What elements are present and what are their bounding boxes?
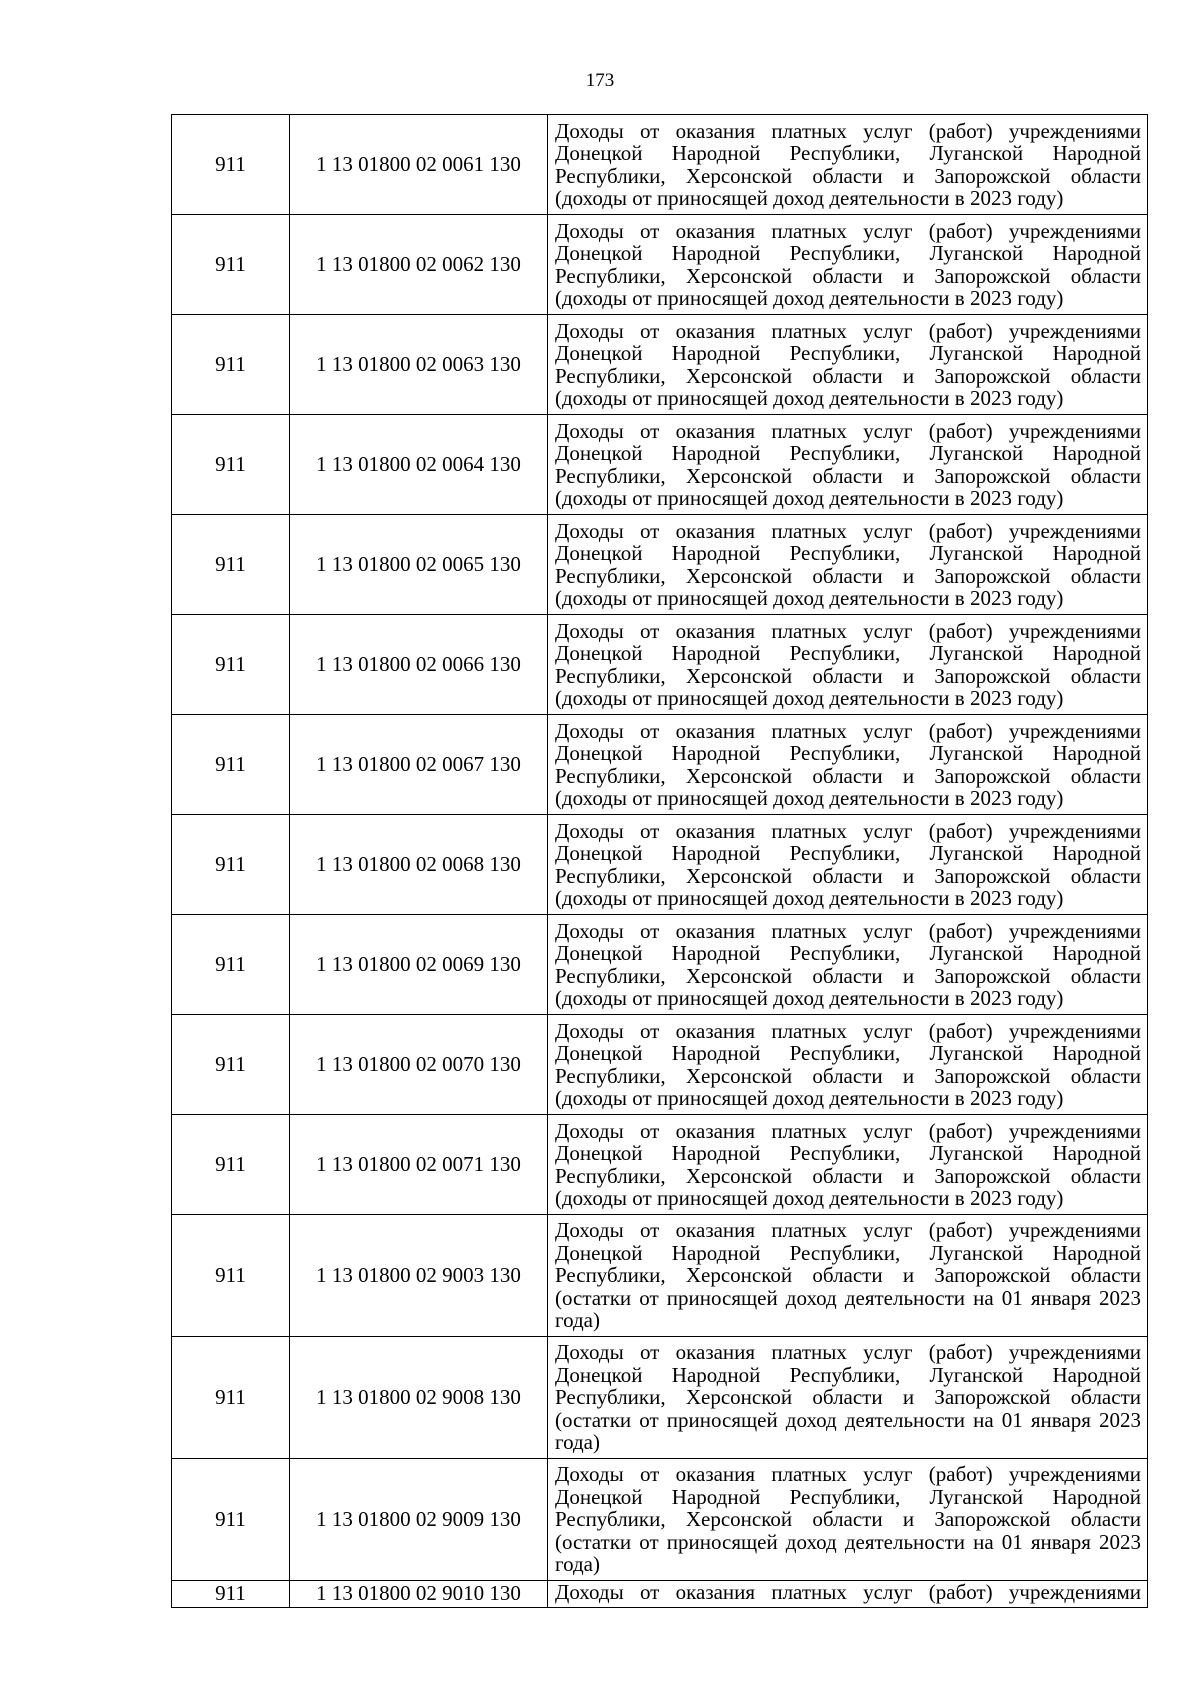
- revenue-code-cell: 1 13 01800 02 0066 130: [290, 615, 548, 715]
- table-row: [172, 915, 1148, 1015]
- table-row: [172, 315, 1148, 415]
- revenue-description-cell: Доходы от оказания платных услуг (работ) учреждениями Донецкой Народной Республики, Луганской Народной Республики, Херсонской области и Запорожской области (доходы от приносящей доход деятельности в 2023 году): [548, 215, 1148, 315]
- revenue-code-cell: 1 13 01800 02 0062 130: [290, 215, 548, 315]
- revenue-description-cell: Доходы от оказания платных услуг (работ) учреждениями Донецкой Народной Республики, Луганской Народной Республики, Херсонской области и Запорожской области (доходы от приносящей доход деятельности в 2023 году): [548, 915, 1148, 1015]
- table-row: [172, 615, 1148, 715]
- admin-code-cell: 911: [172, 1581, 290, 1608]
- admin-code-cell: 911: [172, 715, 290, 815]
- revenue-code-cell: 1 13 01800 02 0069 130: [290, 915, 548, 1015]
- admin-code-cell: 911: [172, 1337, 290, 1459]
- table-row: [172, 1337, 1148, 1459]
- table-row: [172, 215, 1148, 315]
- table-row: [172, 815, 1148, 915]
- revenue-description-cell: Доходы от оказания платных услуг (работ) учреждениями Донецкой Народной Республики, Луганской Народной Республики, Херсонской области и Запорожской области (доходы от приносящей доход деятельности в 2023 году): [548, 515, 1148, 615]
- table-row: [172, 1459, 1148, 1581]
- admin-code-cell: 911: [172, 1015, 290, 1115]
- revenue-description-cell: Доходы от оказания платных услуг (работ) учреждениями: [548, 1581, 1148, 1608]
- revenue-code-cell: 1 13 01800 02 0071 130: [290, 1115, 548, 1215]
- table-row: [172, 1115, 1148, 1215]
- revenue-description-cell: Доходы от оказания платных услуг (работ) учреждениями Донецкой Народной Республики, Луганской Народной Республики, Херсонской области и Запорожской области (доходы от приносящей доход деятельности в 2023 году): [548, 1115, 1148, 1215]
- revenue-description-cell: Доходы от оказания платных услуг (работ) учреждениями Донецкой Народной Республики, Луганской Народной Республики, Херсонской области и Запорожской области (доходы от приносящей доход деятельности в 2023 году): [548, 1015, 1148, 1115]
- revenue-code-cell: 1 13 01800 02 0063 130: [290, 315, 548, 415]
- table-row: [172, 1015, 1148, 1115]
- revenue-code-cell: 1 13 01800 02 9008 130: [290, 1337, 548, 1459]
- table-row: [172, 515, 1148, 615]
- admin-code-cell: 911: [172, 815, 290, 915]
- admin-code-cell: 911: [172, 215, 290, 315]
- revenue-code-cell: 1 13 01800 02 9009 130: [290, 1459, 548, 1581]
- revenue-code-cell: 1 13 01800 02 0070 130: [290, 1015, 548, 1115]
- revenue-code-cell: 1 13 01800 02 9010 130: [290, 1581, 548, 1608]
- revenue-description-cell: Доходы от оказания платных услуг (работ) учреждениями Донецкой Народной Республики, Луганской Народной Республики, Херсонской области и Запорожской области (остатки от приносящей доход деятельности на 01 января 2023 года): [548, 1215, 1148, 1337]
- revenue-description-cell: Доходы от оказания платных услуг (работ) учреждениями Донецкой Народной Республики, Луганской Народной Республики, Херсонской области и Запорожской области (доходы от приносящей доход деятельности в 2023 году): [548, 415, 1148, 515]
- revenue-code-cell: 1 13 01800 02 9003 130: [290, 1215, 548, 1337]
- admin-code-cell: 911: [172, 115, 290, 215]
- table-row: [172, 415, 1148, 515]
- revenue-description-cell: Доходы от оказания платных услуг (работ) учреждениями Донецкой Народной Республики, Луганской Народной Республики, Херсонской области и Запорожской области (доходы от приносящей доход деятельности в 2023 году): [548, 115, 1148, 215]
- admin-code-cell: 911: [172, 315, 290, 415]
- revenue-code-cell: 1 13 01800 02 0065 130: [290, 515, 548, 615]
- revenue-description-cell: Доходы от оказания платных услуг (работ) учреждениями Донецкой Народной Республики, Луганской Народной Республики, Херсонской области и Запорожской области (остатки от приносящей доход деятельности на 01 января 2023 года): [548, 1459, 1148, 1581]
- admin-code-cell: 911: [172, 415, 290, 515]
- table-row: [172, 1215, 1148, 1337]
- table-row: [172, 715, 1148, 815]
- revenue-code-cell: 1 13 01800 02 0061 130: [290, 115, 548, 215]
- revenue-description-cell: Доходы от оказания платных услуг (работ) учреждениями Донецкой Народной Республики, Луганской Народной Республики, Херсонской области и Запорожской области (доходы от приносящей доход деятельности в 2023 году): [548, 615, 1148, 715]
- revenue-description-cell: Доходы от оказания платных услуг (работ) учреждениями Донецкой Народной Республики, Луганской Народной Республики, Херсонской области и Запорожской области (доходы от приносящей доход деятельности в 2023 году): [548, 715, 1148, 815]
- revenue-code-cell: 1 13 01800 02 0068 130: [290, 815, 548, 915]
- revenue-code-cell: 1 13 01800 02 0064 130: [290, 415, 548, 515]
- table-row: [172, 115, 1148, 215]
- admin-code-cell: 911: [172, 1115, 290, 1215]
- table-row: [172, 1581, 1148, 1608]
- revenue-code-cell: 1 13 01800 02 0067 130: [290, 715, 548, 815]
- admin-code-cell: 911: [172, 1459, 290, 1581]
- revenue-description-cell: Доходы от оказания платных услуг (работ) учреждениями Донецкой Народной Республики, Луганской Народной Республики, Херсонской области и Запорожской области (доходы от приносящей доход деятельности в 2023 году): [548, 815, 1148, 915]
- budget-classification-table: [171, 114, 1148, 1608]
- admin-code-cell: 911: [172, 915, 290, 1015]
- revenue-description-cell: Доходы от оказания платных услуг (работ) учреждениями Донецкой Народной Республики, Луганской Народной Республики, Херсонской области и Запорожской области (доходы от приносящей доход деятельности в 2023 году): [548, 315, 1148, 415]
- revenue-description-cell: Доходы от оказания платных услуг (работ) учреждениями Донецкой Народной Республики, Луганской Народной Республики, Херсонской области и Запорожской области (остатки от приносящей доход деятельности на 01 января 2023 года): [548, 1337, 1148, 1459]
- admin-code-cell: 911: [172, 1215, 290, 1337]
- admin-code-cell: 911: [172, 615, 290, 715]
- admin-code-cell: 911: [172, 515, 290, 615]
- page-number: 173: [585, 70, 615, 91]
